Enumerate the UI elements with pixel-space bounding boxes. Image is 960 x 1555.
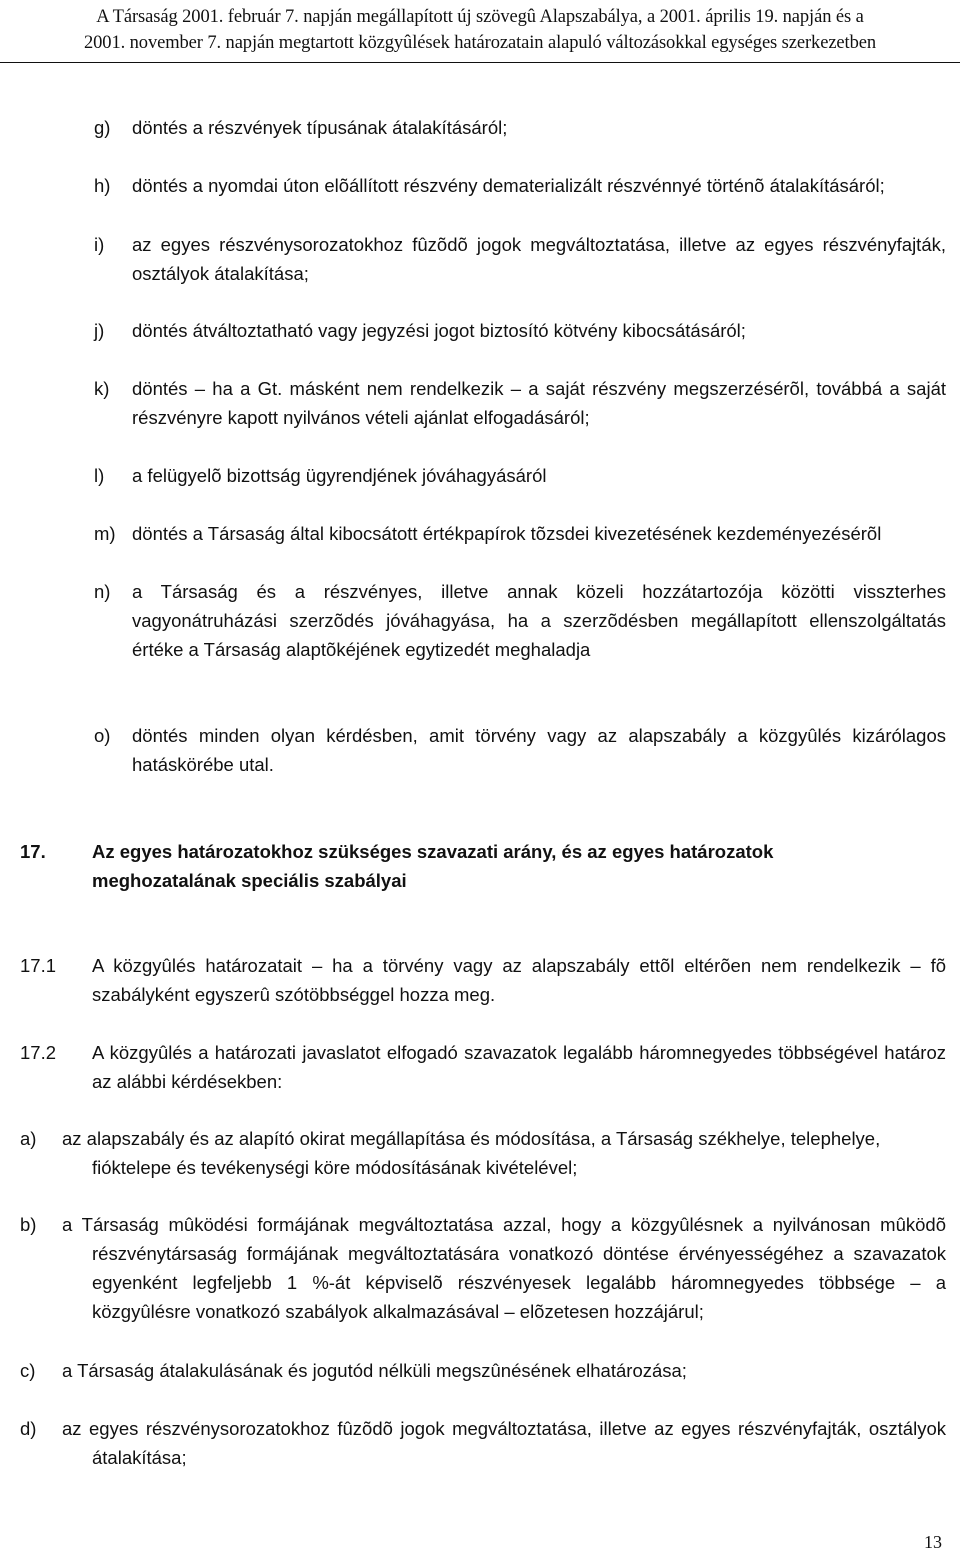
list-item-label: k) xyxy=(94,378,110,399)
section-heading xyxy=(20,837,850,895)
list-item-text: döntés a részvények típusának átalakításáról; xyxy=(132,117,508,138)
list-item-label: b) xyxy=(20,1214,37,1235)
list-item-text: döntés átváltoztatható vagy jegyzési jogot biztosító kötvény kibocsátásáról; xyxy=(132,320,746,341)
subsection-text: A közgyûlés határozatait – ha a törvény vagy az alapszabály ettõl eltérõen nem rendelkezik – fõ szabályként egyszerû szótöbbséggel hozza meg. xyxy=(92,955,946,1005)
list-item-label: n) xyxy=(94,581,111,602)
list-item-text: a Társaság átalakulásának és jogutód nélküli megszûnésének elhatározása; xyxy=(62,1360,687,1381)
subsection-number: 17.2 xyxy=(20,1042,57,1063)
list-item-text xyxy=(62,1210,946,1326)
list-item-label: o) xyxy=(94,725,111,746)
list-item-text: a Társaság és a részvényes, illetve annak közeli hozzátartozója közötti visszterhes vagyonátruházási szerzõdés jóváhagyása, ha a szerzõdésben megállapított ellenszolgáltatás értéke a Társaság alaptõkéjének egytizedét meghaladja xyxy=(132,581,946,660)
list-item-text: döntés – ha a Gt. másként nem rendelkezik – a saját részvény megszerzésérõl, továbbá a saját részvényre kapott nyilvános vételi ajánlat elfogadásáról; xyxy=(132,378,946,428)
list-item-k xyxy=(94,374,946,432)
list-item-o xyxy=(94,721,946,779)
section-title: Az egyes határozatokhoz szükséges szavazati arány, és az egyes határozatok meghozatalának speciális szabályai xyxy=(92,841,774,891)
list-item-label: c) xyxy=(20,1360,36,1381)
section-number: 17. xyxy=(20,841,46,862)
list-item-h xyxy=(94,171,946,200)
list-item-label: d) xyxy=(20,1418,37,1439)
list-item-l xyxy=(94,461,946,490)
list-item-label: i) xyxy=(94,234,105,255)
list-item-label: j) xyxy=(94,320,105,341)
list-item-label: l) xyxy=(94,465,105,486)
list-item-label: m) xyxy=(94,523,116,544)
header-rule xyxy=(0,62,960,63)
running-header xyxy=(0,4,960,56)
list-item-text-body: a Társaság mûködési formájának megváltoztatása azzal, hogy a közgyûlésnek a nyilvánosan mûködõ részvénytársaság formájának megváltoztatására vonatkozó döntése érvényességéhez a szavazatok egyenként legfeljebb 1 %-át képviselõ részvényesek legalább háromnegyedes többsége – a közgyûlésre vonatkozó szabályok alkalmazásával – elõzetesen hozzájárul; xyxy=(62,1214,946,1322)
list-item-text: döntés a Társaság által kibocsátott értékpapírok tõzsdei kivezetésének kezdeményezésérõl xyxy=(132,523,882,544)
subsection-number: 17.1 xyxy=(20,955,57,976)
subsection-text: A közgyûlés a határozati javaslatot elfogadó szavazatok legalább háromnegyedes többségével határoz az alábbi kérdésekben: xyxy=(92,1042,946,1092)
list-item-d xyxy=(20,1414,946,1472)
header-line-2: 2001. november 7. napján megtartott közgyûlések határozatain alapuló változásokkal egységes szerkezetben xyxy=(84,33,876,53)
subsection-17-2 xyxy=(20,1038,946,1096)
list-item-text: döntés minden olyan kérdésben, amit törvény vagy az alapszabály a közgyûlés kizárólagos hatáskörébe utal. xyxy=(132,725,946,775)
list-item-n xyxy=(94,577,946,664)
list-item-c xyxy=(20,1356,946,1385)
list-item-text: a felügyelõ bizottság ügyrendjének jóváhagyásáról xyxy=(132,465,547,486)
list-item-j xyxy=(94,316,946,345)
list-item-label: g) xyxy=(94,117,111,138)
list-item-m xyxy=(94,519,946,548)
list-item-text-body: az egyes részvénysorozatokhoz fûzõdõ jogok megváltoztatása, illetve az egyes részvényfajták, osztályok átalakítása; xyxy=(62,1418,946,1468)
list-item-a xyxy=(20,1124,946,1182)
list-item-i xyxy=(94,230,946,288)
list-item-text xyxy=(62,1414,946,1472)
list-item-b xyxy=(20,1210,946,1326)
page-number: 13 xyxy=(924,1532,942,1552)
list-item-text: az egyes részvénysorozatokhoz fûzõdõ jogok megváltoztatása, illetve az egyes részvényfajták, osztályok átalakítása; xyxy=(132,234,946,284)
list-item-text: döntés a nyomdai úton elõállított részvény dematerializált részvénnyé történõ átalakításáról; xyxy=(132,175,885,196)
header-line-1: A Társaság 2001. február 7. napján megállapított új szövegû Alapszabálya, a 2001. április 19. napján és a xyxy=(96,7,864,27)
list-item-label: a) xyxy=(20,1128,37,1149)
list-item-g xyxy=(94,113,946,142)
subsection-17-1 xyxy=(20,951,946,1009)
list-item-text-body: az alapszabály és az alapító okirat megállapítása és módosítása, a Társaság székhelye, telephelye, fióktelepe és tevékenységi köre módosításának kivételével; xyxy=(62,1128,881,1178)
list-item-label: h) xyxy=(94,175,111,196)
list-item-text xyxy=(62,1124,946,1182)
